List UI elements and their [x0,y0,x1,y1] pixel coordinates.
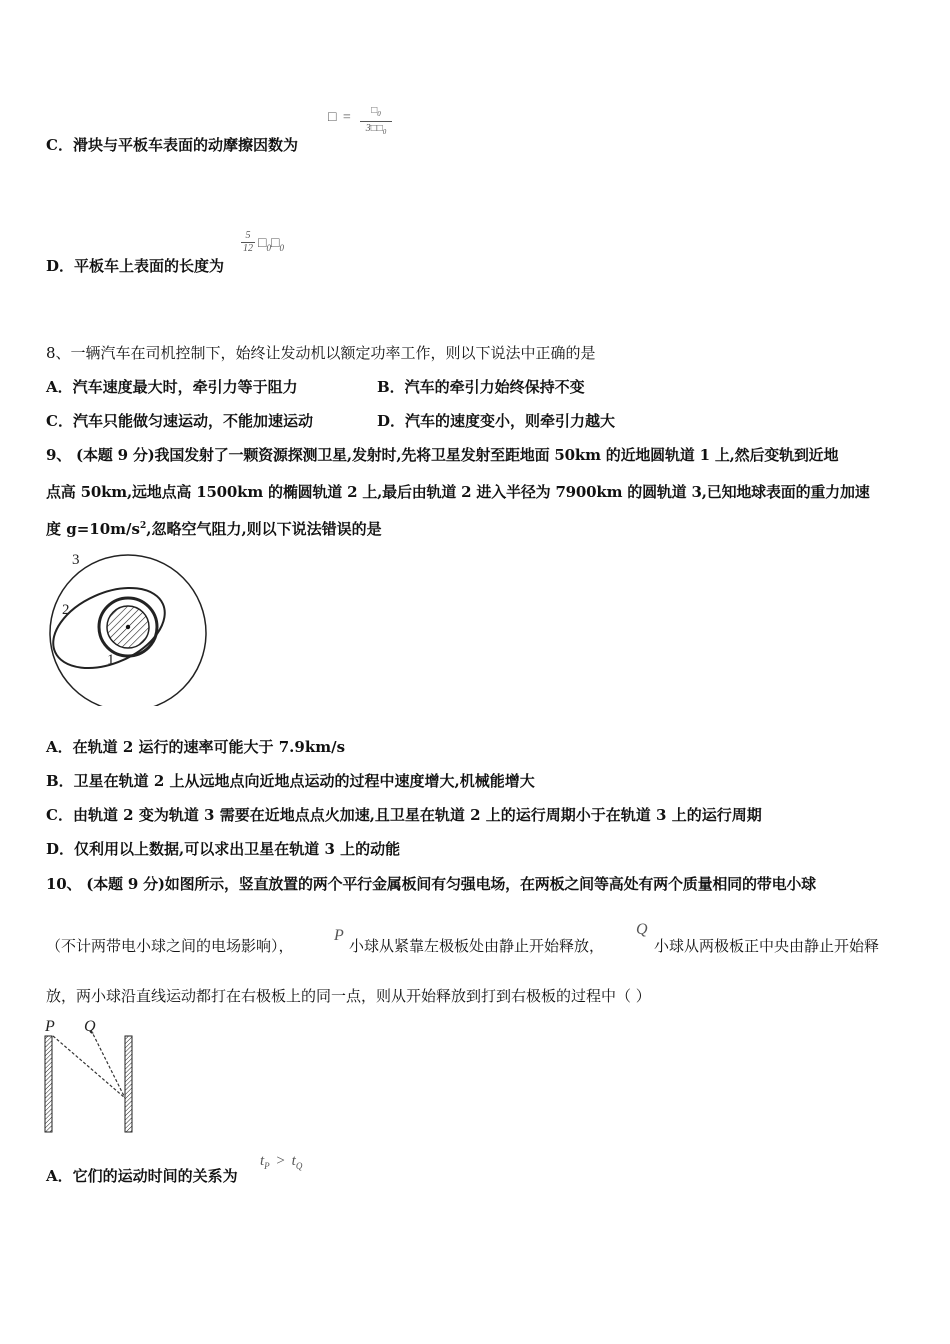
fraction-denominator-sub: 0 [382,128,387,136]
option-c-friction [46,134,298,155]
length-formula [258,236,284,253]
formula-t1: t [260,1153,265,1169]
right-plate [125,1036,132,1132]
option-d-length [46,255,224,276]
q9-option-b: B．卫星在轨道 2 上从远地点向近地点运动的过程中速度增大,机械能增大 [46,772,535,790]
formula-t1-sub: P [264,1161,270,1171]
formula-lhs: □ [328,110,337,125]
orbit-2-label: 2 [62,602,70,618]
formula-greater: > [276,1153,285,1169]
formula-symbol-b: □ [270,236,280,251]
q9-stem-line3 [46,518,382,539]
formula-t2-sub: Q [295,1161,303,1171]
orbit-3-label: 3 [72,552,80,568]
q8-option-a: A．汽车速度最大时，牵引力等于阻力 [46,378,298,396]
earth-center-dot [126,625,130,629]
q8-option-b: B．汽车的牵引力始终保持不变 [377,378,585,396]
fraction-numerator: □ [371,105,378,116]
length-fraction-den: 12 [243,243,253,254]
q9-stem-line1: 9、 (本题 9 分)我国发射了一颗资源探测卫星,发射时,先将卫星发射至距地面 50km 的近地圆轨道 1 上,然后变轨到近地 [46,446,839,464]
q10-option-a-formula [260,1153,302,1171]
left-plate [45,1036,52,1132]
q9-option-d: D．仅利用以上数据,可以求出卫星在轨道 3 上的动能 [46,840,401,858]
friction-formula [328,110,353,126]
option-text: 滑块与平板车表面的动摩擦因数为 [72,136,298,154]
formula-symbol-a: □ [258,236,267,251]
formula-symbol-b-sub: 0 [279,242,284,253]
q9-option-a: A．在轨道 2 运行的速率可能大于 7.9km/s [46,738,346,756]
formula-t2: t [291,1153,296,1169]
q10-symbol-p: P [334,927,344,944]
q10-stem-line1: 10、 (本题 9 分)如图所示，竖直放置的两个平行金属板间有匀强电场，在两板之间等高处有两个质量相同的带电小球 [46,875,816,893]
q9-stem-line2: 点高 50km,远地点高 1500km 的椭圆轨道 2 上,最后由轨道 2 进入半径为 7900km 的圆轨道 3,已知地球表面的重力加速 [46,483,870,501]
fraction-numerator-sub: 0 [377,110,381,118]
q10-line2-part2: 小球从紧靠左极板处由静止开始释放， [349,937,605,955]
q9-gravity-exponent: 2 [139,521,147,531]
q8-option-d: D．汽车的速度变小，则牵引力越大 [377,412,616,430]
q8-stem: 8、一辆汽车在司机控制下，始终让发动机以额定功率工作，则以下说法中正确的是 [46,344,596,362]
q10-stem-line3: 放，两小球沿直线运动都打在右极板上的同一点，则从开始释放到打到右极板的过程中（ ） [46,987,651,1005]
q10-stem-line2 [46,935,294,956]
option-label: D． [46,257,75,275]
q8-option-c: C．汽车只能做匀速运动，不能加速运动 [46,412,313,430]
label-q: Q [84,1018,96,1035]
fraction-denominator: 3□□ [365,123,383,134]
q10-line2-part3: 小球从两极板正中央由静止开始释 [654,937,880,955]
formula-eq: = [341,110,352,125]
q10-line2-part1: （不计两带电小球之间的电场影响）， [46,937,294,955]
plates-diagram [40,1014,140,1134]
path-p-line [53,1036,125,1098]
q9-option-c: C．由轨道 2 变为轨道 3 需要在近地点点火加速,且卫星在轨道 2 上的运行周期小于在轨道 3 上的运行周期 [46,806,762,824]
option-label: C． [46,136,73,154]
q9-gravity-text: 度 g=10m/s [46,520,140,538]
label-p: P [45,1018,55,1035]
q9-stem-tail: ,忽略空气阻力,则以下说法错误的是 [146,520,382,538]
option-text: 平板车上表面的长度为 [74,257,225,275]
orbit-diagram [44,548,212,706]
formula-symbol-a-sub: 0 [266,242,271,253]
length-fraction [241,230,255,255]
orbit-1-label: 1 [107,652,115,668]
q10-symbol-q: Q [636,921,648,938]
path-q-line [91,1030,125,1098]
length-fraction-num: 5 [241,230,255,243]
friction-fraction [360,104,392,139]
q10-option-a: A．它们的运动时间的关系为 [46,1167,238,1185]
